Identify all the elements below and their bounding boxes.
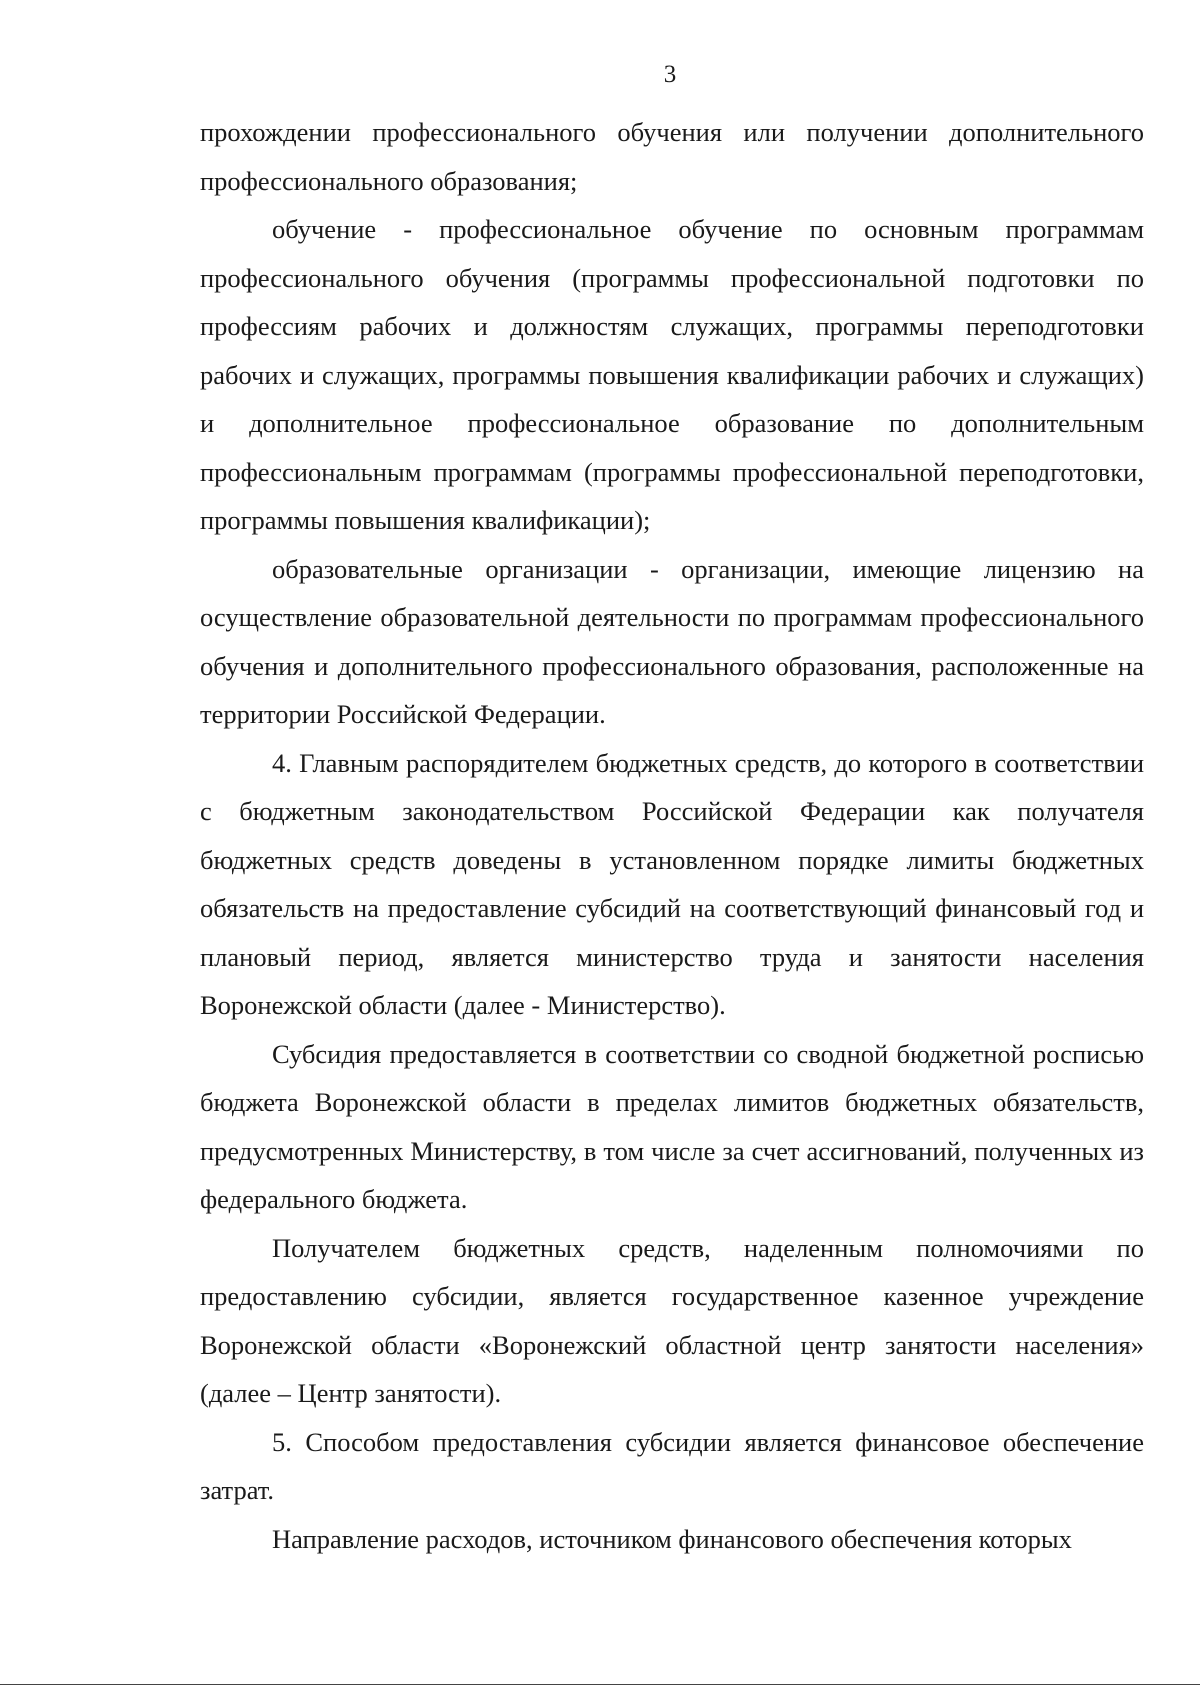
page-number: 3 <box>663 61 677 88</box>
paragraph-budget-recipient: Получателем бюджетных средств, наделенным полномочиями по предоставлению субсидии, является государственное казенное учреждение Воронежской области «Воронежский областной центр занятости населения» (далее – Центр занятости). <box>200 1232 1144 1408</box>
paragraph-continuation: прохождении профессионального обучения или получении дополнительного профессионального образования; <box>200 117 1144 196</box>
paragraph-expenses-direction: Направление расходов, источником финансового обеспечения которых <box>272 1523 1072 1554</box>
document-body <box>200 108 1144 1563</box>
paragraph-item-5: 5. Способом предоставления субсидии является финансовое обеспечение затрат. <box>200 1426 1144 1505</box>
paragraph-item-4: 4. Главным распорядителем бюджетных средств, до которого в соответствии с бюджетным законодательством Российской Федерации как получателя бюджетных средств доведены в установленном порядке лимиты бюджетных обязательств на предоставление субсидий на соответствующий финансовый год и плановый период, является министерство труда и занятости населения Воронежской области (далее - Министерство). <box>200 747 1144 1020</box>
paragraph-definition-organizations: образовательные организации - организации, имеющие лицензию на осуществление образовательной деятельности по программам профессионального обучения и дополнительного профессионального образования, расположенные на территории Российской Федерации. <box>200 553 1144 729</box>
paragraph-definition-training: обучение - профессиональное обучение по основным программам профессионального обучения (программы профессиональной подготовки по профессиям рабочих и должностям служащих, программы переподготовки рабочих и служащих, программы повышения квалификации рабочих и служащих) и дополнительное профессиональное образование по дополнительным профессиональным программам (программы профессиональной переподготовки, программы повышения квалификации); <box>200 214 1144 535</box>
paragraph-subsidy-budget: Субсидия предоставляется в соответствии со сводной бюджетной росписью бюджета Воронежской области в пределах лимитов бюджетных обязательств, предусмотренных Министерству, в том числе за счет ассигнований, полученных из федерального бюджета. <box>200 1038 1144 1214</box>
page-bottom-rule <box>0 1684 1200 1685</box>
